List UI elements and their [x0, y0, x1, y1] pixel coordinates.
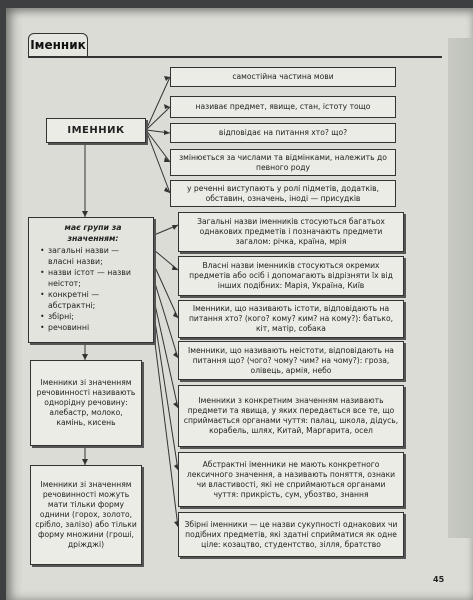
main-concept-box [46, 118, 146, 143]
definition-text: називає предмет, явище, стан, істоту тощо [195, 102, 371, 111]
inanimate-box [178, 341, 404, 380]
box-text: Абстрактні іменники не мають конкретного лексичного значення, а називають поняття, ознаки чи властивості, які не сприймаються органами чуття: прикрість, сум, убозтво, знання [186, 459, 396, 499]
definition-text: у реченні виступають у ролі підметів, додатків, обставин, означень, іноді — присудків [187, 183, 379, 203]
box-text: Іменники з конкретним значенням називають предмети та явища, у яких передається все те, що сприймається органами чуття: палац, школа, дідусь, корабель, шлях, Китай, Маргарита, осел [183, 396, 399, 435]
box-text: Іменники зі значенням речовинності можуть мати тільки форму однини (горох, золото, срібло, залізо) або тільки форму множини (гроші, дріжджі) [35, 480, 137, 549]
definition-box [170, 180, 396, 207]
groups-heading: має групи за значенням: [64, 223, 122, 243]
number-forms-box [30, 465, 142, 565]
material-nouns-box [30, 360, 142, 446]
definition-text: відповідає на питання хто? що? [218, 128, 348, 137]
collective-box [178, 512, 404, 557]
definition-box [170, 96, 396, 118]
concrete-box [178, 385, 404, 447]
box-text: Збірні іменники — це назви сукупності однакових чи подібних предметів, які здатні сприйматися як одне ціле: козацтво, студентство, зілля, братство [184, 519, 398, 549]
animate-box [178, 300, 404, 338]
groups-box [28, 217, 154, 343]
main-concept-label: ІМЕННИК [67, 124, 125, 136]
box-text: Власні назви іменників стосуються окремих предметів або осіб і допомагають відрізняти їх від інших подібних: Марія, Україна, Київ [189, 261, 393, 290]
definition-box [170, 67, 396, 87]
list-item: • загальні назви — власні назви; [48, 245, 147, 267]
proper-names-box [178, 256, 404, 296]
page-number: 45 [433, 575, 445, 584]
definition-box [170, 123, 396, 143]
definition-text: самостійна частина мови [232, 72, 334, 81]
box-text: Іменники зі значенням речовинності називають однорідну речовину: алебастр, молоко, камінь, кисень [36, 378, 136, 427]
box-text: Іменники, що називають неістоти, відповідають на питання що? (чого? чому? чим? на чому?): гроза, олівець, армія, небо [188, 345, 394, 375]
groups-list [39, 245, 147, 333]
box-text: Іменники, що називають істоти, відповідають на питання хто? (кого? кому? ким? на кому?): батько, кіт, матір, собака [188, 304, 394, 333]
list-item: • назви істот — назви неістот; [48, 267, 147, 289]
common-names-box [178, 212, 404, 252]
box-text: Загальні назви іменників стосуються багатьох однакових предметів і позначають предмети загалом: річка, країна, мрія [197, 217, 385, 246]
abstract-box [178, 452, 404, 507]
definition-text: змінюється за числами та відмінками, належить до певного роду [179, 152, 387, 172]
list-item: • речовинні [48, 322, 147, 333]
list-item: • збірні; [48, 311, 147, 322]
list-item: • конкретні — абстрактні; [48, 289, 147, 311]
section-title: Іменник [28, 33, 88, 58]
definition-box [170, 149, 396, 176]
